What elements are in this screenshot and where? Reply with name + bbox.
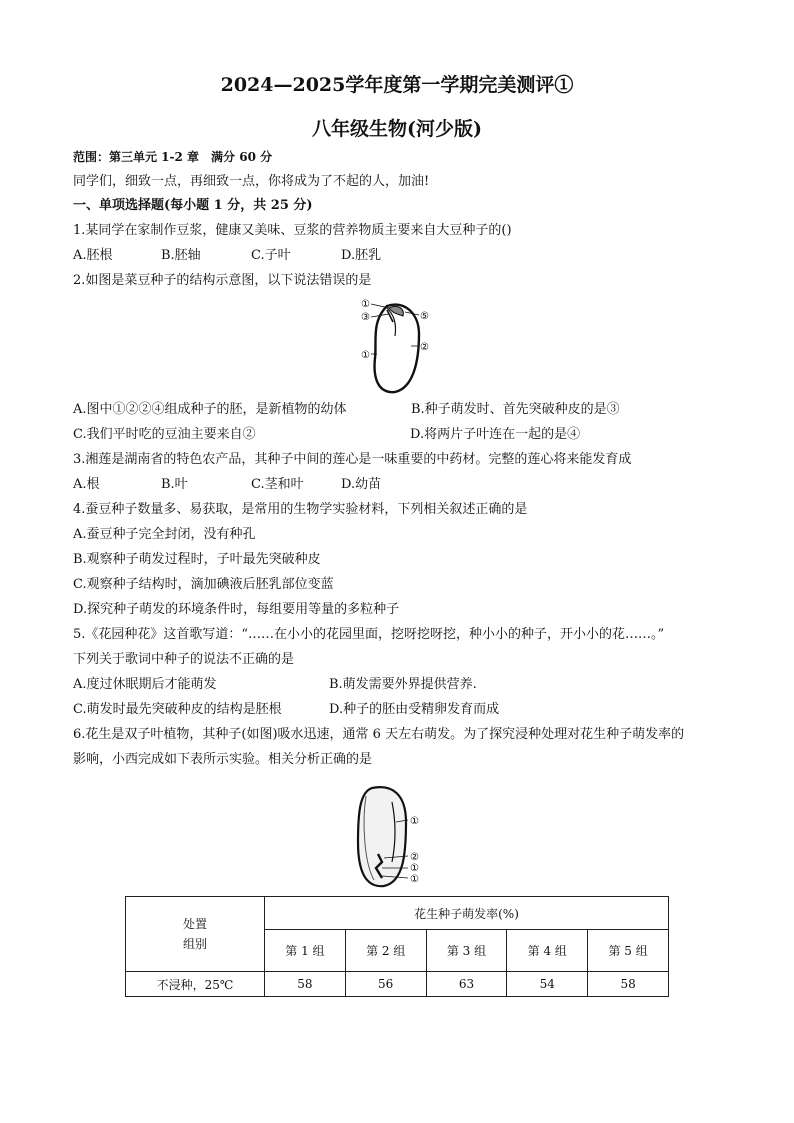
- bean-seed-figure: [353, 292, 437, 396]
- figure-label: ①: [361, 299, 370, 310]
- plumule-shape: [389, 306, 403, 316]
- question-2-option-d: D.将两片子叶连在一起的是④: [410, 427, 581, 442]
- question-3-stem: 3.湘莲是湖南省的特色农产品，其种子中间的莲心是一味重要的中药材。完整的莲心将来能发育成: [73, 452, 632, 467]
- question-3-option-d: D.幼苗: [341, 477, 382, 492]
- germination-table: [125, 896, 669, 997]
- table-cell: 58: [265, 972, 346, 997]
- table-cell: 63: [426, 972, 507, 997]
- question-2-stem: 2.如图是菜豆种子的结构示意图，以下说法错误的是: [73, 273, 372, 288]
- question-6-stem: 6.花生是双子叶植物，其种子(如图)吸水迅速，通常 6 天左右萌发。为了探究浸种处理对花生种子萌发率的: [73, 727, 685, 742]
- table-corner-top: 处置: [182, 917, 207, 931]
- page-subtitle: 八年级生物(河少版): [312, 118, 482, 140]
- section-title: 一、单项选择题(每小题 1 分，共 25 分): [73, 198, 313, 213]
- figure-label: ⑤: [420, 311, 429, 322]
- question-2-option-c: C.我们平时吃的豆油主要来自②: [73, 427, 256, 442]
- figure-label: ③: [361, 312, 370, 323]
- table-corner-bottom: 组别: [182, 937, 207, 951]
- figure-label: ①: [410, 816, 419, 827]
- figure-label: ②: [420, 342, 429, 353]
- question-5-option-b: B.萌发需要外界提供营养.: [329, 677, 477, 692]
- question-4-option-d: D.探究种子萌发的环境条件时，每组要用等量的多粒种子: [73, 602, 400, 617]
- exam-scope: 范围：第三单元 1-2 章 满分 60 分: [73, 150, 273, 164]
- question-4-option-c: C.观察种子结构时，滴加碘液后胚乳部位变蓝: [73, 577, 334, 592]
- question-3-option-c: C.茎和叶: [251, 477, 304, 492]
- table-cell: 56: [345, 972, 426, 997]
- question-5-option-a: A.度过休眠期后才能萌发: [73, 677, 217, 692]
- figure-label: ①: [410, 863, 419, 874]
- question-2-option-a: A.图中①②②④组成种子的胚，是新植物的幼体: [73, 402, 347, 417]
- question-1-stem: 1.某同学在家制作豆浆，健康又美味、豆浆的营养物质主要来自大豆种子的(): [73, 223, 512, 238]
- table-column-header: 第 5 组: [588, 930, 669, 972]
- table-column-header: 第 1 组: [265, 930, 346, 972]
- table-row-label: 不浸种，25℃: [126, 972, 265, 997]
- question-6-stem-cont: 影响，小西完成如下表所示实验。相关分析正确的是: [73, 752, 373, 767]
- peanut-seed-figure: [352, 782, 432, 892]
- question-1-option-d: D.胚乳: [341, 248, 382, 263]
- question-5-stem: 5.《花园种花》这首歌写道：“……在小小的花园里面，挖呀挖呀挖，种小小的种子，开小小的花……。”: [73, 627, 665, 642]
- figure-label: ①: [361, 350, 370, 361]
- greeting-text: 同学们，细致一点，再细致一点，你将成为了不起的人，加油!: [73, 174, 430, 189]
- table-cell: 58: [588, 972, 669, 997]
- question-3-option-a: A.根: [73, 477, 100, 492]
- seed-outline: [375, 305, 419, 393]
- page-title: 2024—2025学年度第一学期完美测评①: [220, 74, 574, 96]
- question-2-option-b: B.种子萌发时、首先突破种皮的是③: [411, 402, 620, 417]
- table-row: [126, 972, 669, 997]
- table-column-header: 第 4 组: [507, 930, 588, 972]
- question-3-option-b: B.叶: [161, 477, 188, 492]
- table-corner-cell: [126, 897, 265, 972]
- question-4-option-a: A.蚕豆种子完全封闭，没有种孔: [73, 527, 256, 542]
- question-5-stem-cont: 下列关于歌词中种子的说法不正确的是: [73, 652, 295, 667]
- question-1-option-a: A.胚根: [73, 248, 113, 263]
- table-column-header: 第 3 组: [426, 930, 507, 972]
- figure-label: ①: [410, 874, 419, 885]
- figure-label: ②: [410, 852, 419, 863]
- question-1-option-c: C.子叶: [251, 248, 291, 263]
- question-5-option-c: C.萌发时最先突破种皮的结构是胚根: [73, 702, 282, 717]
- table-column-header: 第 2 组: [345, 930, 426, 972]
- question-5-option-d: D.种子的胚由受精卵发育而成: [329, 702, 500, 717]
- question-4-stem: 4.蚕豆种子数量多、易获取，是常用的生物学实验材料，下列相关叙述正确的是: [73, 502, 528, 517]
- question-4-option-b: B.观察种子萌发过程时，子叶最先突破种皮: [73, 552, 321, 567]
- question-1-option-b: B.胚轴: [161, 248, 201, 263]
- table-group-header: 花生种子萌发率(%): [265, 897, 669, 930]
- table-cell: 54: [507, 972, 588, 997]
